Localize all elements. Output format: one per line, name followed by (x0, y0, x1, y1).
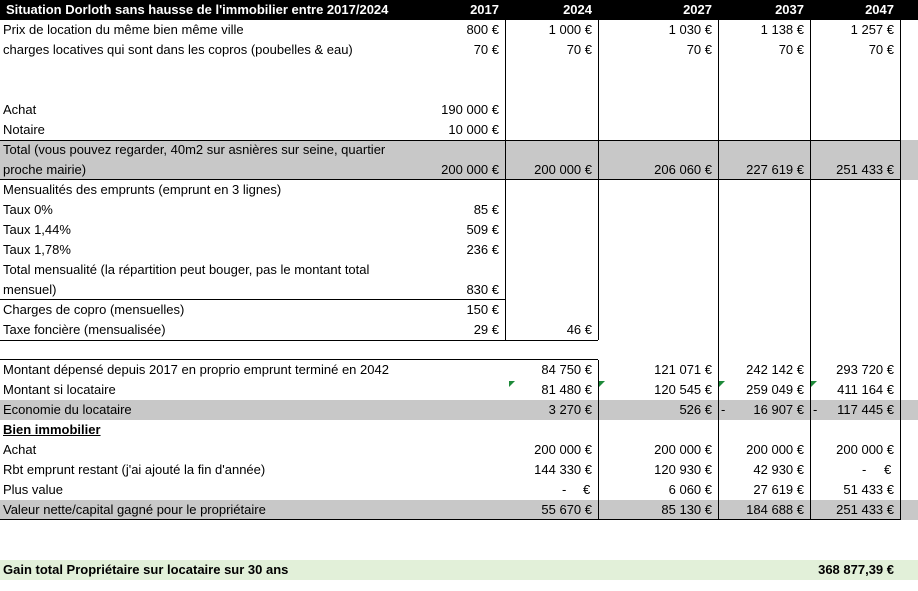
error-indicator-icon[interactable] (811, 381, 817, 387)
row-valeur-nette (0, 500, 918, 520)
row-montant-locataire (0, 380, 918, 400)
charges-locatives-2024[interactable]: 70 € (566, 42, 592, 57)
economie-label[interactable]: Economie du locataire (3, 402, 132, 417)
montant-depense-2037[interactable]: 242 142 € (746, 362, 804, 377)
taxe-fonciere-label[interactable]: Taxe foncière (mensualisée) (3, 322, 166, 337)
valeur-nette-2037[interactable]: 184 688 € (746, 502, 804, 517)
row-total (0, 140, 918, 180)
row-bien-immobilier (0, 420, 918, 440)
rbt-2037[interactable]: 42 930 € (753, 462, 804, 477)
grid-line (505, 20, 506, 340)
sheet-title[interactable]: Situation Dorloth sans hausse de l'immobilier entre 2017/2024 (6, 2, 389, 17)
valeur-nette-2027[interactable]: 85 130 € (661, 502, 712, 517)
total-mensualite-2017[interactable]: 830 € (466, 282, 499, 297)
plus-value-2037[interactable]: 27 619 € (753, 482, 804, 497)
taux144-label[interactable]: Taux 1,44% (3, 222, 71, 237)
montant-locataire-2037[interactable]: 259 049 € (746, 382, 804, 397)
charges-locatives-label[interactable]: charges locatives qui sont dans les copros (poubelles & eau) (3, 42, 353, 57)
prix-location-2027[interactable]: 1 030 € (668, 22, 712, 37)
taxe-fonciere-2017[interactable]: 29 € (473, 322, 499, 337)
plus-value-2024-dash[interactable]: - (562, 482, 567, 497)
economie-2027[interactable]: 526 € (679, 402, 712, 417)
row-taxe-fonciere (0, 320, 918, 340)
total-mensualite-label-line2[interactable]: mensuel) (3, 282, 57, 297)
total-label-line1[interactable]: Total (vous pouvez regarder, 40m2 sur asnières sur seine, quartier (3, 142, 386, 157)
grid-line (0, 340, 598, 341)
notaire-2017[interactable]: 10 000 € (448, 122, 499, 137)
grid-line (0, 359, 598, 360)
prix-location-2037[interactable]: 1 138 € (760, 22, 804, 37)
grid-line (718, 20, 719, 520)
charges-locatives-2027[interactable]: 70 € (686, 42, 712, 57)
row-gain-total (0, 560, 918, 580)
achat2-label[interactable]: Achat (3, 442, 37, 457)
total-2017[interactable]: 200 000 € (441, 162, 499, 177)
grid-line (900, 20, 901, 520)
total-2027[interactable]: 206 060 € (654, 162, 712, 177)
row-taux0 (0, 200, 918, 220)
bien-immobilier-heading[interactable]: Bien immobilier (3, 422, 101, 437)
row-mensualites (0, 180, 918, 200)
charges-locatives-2017[interactable]: 70 € (473, 42, 499, 57)
achat-2017[interactable]: 190 000 € (441, 102, 499, 117)
montant-depense-2047[interactable]: 293 720 € (836, 362, 894, 377)
error-indicator-icon[interactable] (509, 381, 515, 387)
charges-copro-label[interactable]: Charges de copro (mensuelles) (3, 302, 185, 317)
montant-locataire-label[interactable]: Montant si locataire (3, 382, 116, 397)
economie-2047-sign: - (813, 402, 818, 417)
row-total-mensualite (0, 260, 918, 300)
taux178-label[interactable]: Taux 1,78% (3, 242, 71, 257)
plus-value-label[interactable]: Plus value (3, 482, 63, 497)
plus-value-2047[interactable]: 51 433 € (843, 482, 894, 497)
total-2024[interactable]: 200 000 € (534, 162, 592, 177)
taux144-2017[interactable]: 509 € (466, 222, 499, 237)
rbt-2024[interactable]: 144 330 € (534, 462, 592, 477)
total-2037[interactable]: 227 619 € (746, 162, 804, 177)
grid-line (810, 20, 811, 520)
prix-location-2024[interactable]: 1 000 € (548, 22, 592, 37)
grid-line (598, 360, 599, 520)
economie-2024[interactable]: 3 270 € (548, 402, 592, 417)
row-charges-copro (0, 300, 918, 320)
rbt-2027[interactable]: 120 930 € (654, 462, 712, 477)
row-rbt (0, 460, 918, 480)
prix-location-2047[interactable]: 1 257 € (850, 22, 894, 37)
grid-line (0, 179, 900, 180)
row-taux144 (0, 220, 918, 240)
charges-locatives-2037[interactable]: 70 € (778, 42, 804, 57)
achat2-2037[interactable]: 200 000 € (746, 442, 804, 457)
gain-total-label[interactable]: Gain total Propriétaire sur locataire sur 30 ans (3, 562, 289, 577)
taxe-fonciere-2024[interactable]: 46 € (566, 322, 592, 337)
year-2047[interactable]: 2047 (865, 2, 894, 17)
valeur-nette-label[interactable]: Valeur nette/capital gagné pour le propriétaire (3, 502, 266, 517)
montant-locataire-2027[interactable]: 120 545 € (654, 382, 712, 397)
notaire-label[interactable]: Notaire (3, 122, 45, 137)
row-economie (0, 400, 918, 420)
valeur-nette-2047[interactable]: 251 433 € (836, 502, 894, 517)
montant-depense-2024[interactable]: 84 750 € (541, 362, 592, 377)
prix-location-2017[interactable]: 800 € (466, 22, 499, 37)
rbt-label[interactable]: Rbt emprunt restant (j'ai ajouté la fin d'année) (3, 462, 266, 477)
mensualites-label[interactable]: Mensualités des emprunts (emprunt en 3 lignes) (3, 182, 282, 197)
row-taux178 (0, 240, 918, 260)
rbt-2047-dash[interactable]: - (862, 462, 867, 477)
taux0-2017[interactable]: 85 € (473, 202, 499, 217)
charges-locatives-2047[interactable]: 70 € (868, 42, 894, 57)
row-prix-location (0, 20, 918, 40)
year-2017[interactable]: 2017 (470, 2, 499, 17)
year-2024[interactable]: 2024 (563, 2, 592, 17)
total-mensualite-label-line1[interactable]: Total mensualité (la répartition peut bouger, pas le montant total (3, 262, 370, 277)
economie-2037-sign: - (721, 402, 726, 417)
row-achat2 (0, 440, 918, 460)
achat-label[interactable]: Achat (3, 102, 37, 117)
economie-2047[interactable]: 117 445 € (837, 402, 894, 417)
row-charges-locatives (0, 40, 918, 60)
montant-depense-2027[interactable]: 121 071 € (654, 362, 712, 377)
grid-line (0, 140, 900, 141)
year-2027[interactable]: 2027 (683, 2, 712, 17)
year-2037[interactable]: 2037 (775, 2, 804, 17)
taux178-2017[interactable]: 236 € (466, 242, 499, 257)
rbt-2047-currency: € (884, 462, 892, 477)
row-plus-value (0, 480, 918, 500)
plus-value-2027[interactable]: 6 060 € (668, 482, 712, 497)
header-row (0, 0, 918, 20)
row-achat (0, 100, 918, 120)
gain-total-value[interactable]: 368 877,39 € (818, 562, 894, 577)
row-montant-depense (0, 360, 918, 380)
grid-line (0, 519, 900, 520)
grid-line (598, 20, 599, 340)
row-notaire (0, 120, 918, 140)
prix-location-label[interactable]: Prix de location du même bien même ville (3, 22, 244, 37)
error-indicator-icon[interactable] (599, 381, 605, 387)
total-2047[interactable]: 251 433 € (836, 162, 894, 177)
achat2-2047[interactable]: 200 000 € (836, 442, 894, 457)
error-indicator-icon[interactable] (719, 381, 725, 387)
economie-2037[interactable]: 16 907 € (753, 402, 804, 417)
achat2-2024[interactable]: 200 000 € (534, 442, 592, 457)
montant-locataire-2047[interactable]: 411 164 € (837, 382, 894, 397)
montant-depense-label[interactable]: Montant dépensé depuis 2017 en proprio emprunt terminé en 2042 (3, 362, 389, 377)
plus-value-2024-currency: € (583, 482, 591, 497)
achat2-2027[interactable]: 200 000 € (654, 442, 712, 457)
charges-copro-2017[interactable]: 150 € (466, 302, 499, 317)
valeur-nette-2024[interactable]: 55 670 € (541, 502, 592, 517)
total-label-line2[interactable]: proche mairie) (3, 162, 87, 177)
taux0-label[interactable]: Taux 0% (3, 202, 53, 217)
montant-locataire-2024[interactable]: 81 480 € (541, 382, 592, 397)
grid-line (0, 299, 505, 300)
